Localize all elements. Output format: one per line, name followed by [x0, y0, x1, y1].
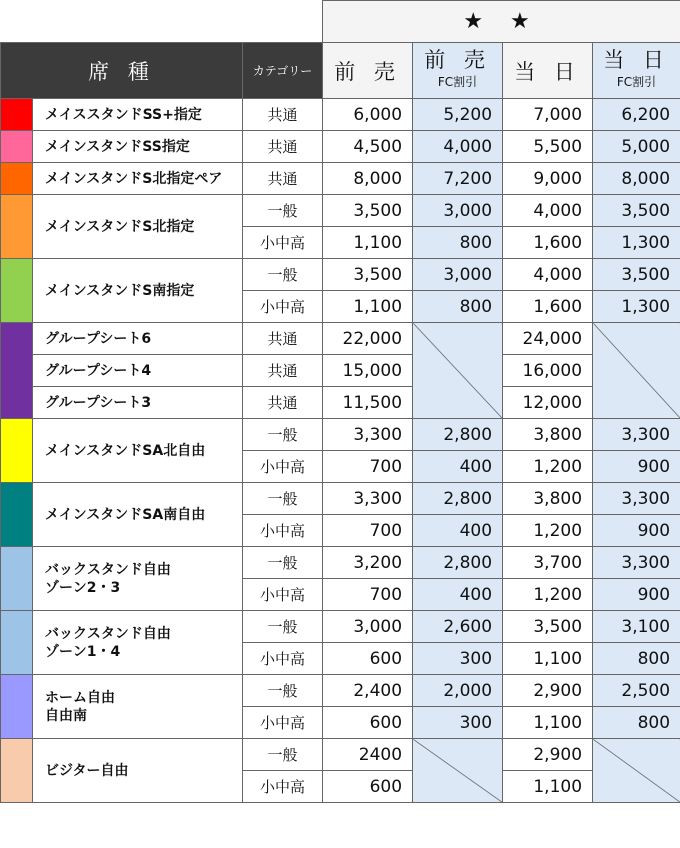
color-swatch — [1, 611, 33, 675]
not-applicable-cell — [413, 739, 503, 803]
category-cell: 小中高 — [243, 579, 323, 611]
seat-name-line1: バックスタンド自由 — [45, 561, 171, 578]
dayof-fc-price: 800 — [593, 707, 680, 739]
color-swatch — [1, 163, 33, 195]
dayof-price: 24,000 — [503, 323, 593, 355]
presale-fc-price: 2,800 — [413, 483, 503, 515]
dayof-price: 2,900 — [503, 675, 593, 707]
category-cell: 小中高 — [243, 771, 323, 803]
presale-fc-price: 300 — [413, 643, 503, 675]
seat-name: メインスタンドS南指定 — [33, 259, 243, 323]
dayof-fc-price: 2,500 — [593, 675, 680, 707]
dayof-fc-sub: FC割引 — [616, 74, 657, 89]
dayof-fc-price: 3,300 — [593, 483, 680, 515]
dayof-price: 1,600 — [503, 227, 593, 259]
table-row — [1, 547, 680, 579]
category-cell: 一般 — [243, 419, 323, 451]
dayof-price: 4,000 — [503, 259, 593, 291]
presale-price: 15,000 — [323, 355, 413, 387]
presale-fc-price: 300 — [413, 707, 503, 739]
dayof-price: 3,800 — [503, 483, 593, 515]
presale-fc-price: 800 — [413, 227, 503, 259]
category-cell: 共通 — [243, 163, 323, 195]
dayof-fc-price: 900 — [593, 451, 680, 483]
dayof-header: 当 日 — [503, 43, 593, 99]
presale-fc-price: 3,000 — [413, 259, 503, 291]
presale-price: 1,100 — [323, 291, 413, 323]
table-row — [1, 739, 680, 771]
presale-price: 600 — [323, 707, 413, 739]
presale-price: 700 — [323, 579, 413, 611]
header-blank — [1, 1, 323, 43]
dayof-fc-price: 3,500 — [593, 259, 680, 291]
dayof-fc-label: 当 日 — [603, 47, 670, 72]
presale-fc-price: 400 — [413, 579, 503, 611]
presale-fc-label: 前 売 — [424, 47, 491, 72]
dayof-fc-price: 1,300 — [593, 291, 680, 323]
dayof-fc-price: 3,300 — [593, 419, 680, 451]
seat-name — [33, 611, 243, 675]
not-applicable-cell — [413, 323, 503, 419]
seat-name: メイススタンドSS+指定 — [33, 99, 243, 131]
table-row — [1, 99, 680, 131]
presale-fc-price: 3,000 — [413, 195, 503, 227]
seat-name-line2: ゾーン1・4 — [45, 643, 121, 660]
dayof-fc-price: 3,300 — [593, 547, 680, 579]
seat-name: メインスタンドSA北自由 — [33, 419, 243, 483]
presale-price: 1,100 — [323, 227, 413, 259]
presale-price: 600 — [323, 771, 413, 803]
dayof-fc-price: 6,200 — [593, 99, 680, 131]
presale-fc-price: 2,800 — [413, 547, 503, 579]
color-swatch — [1, 99, 33, 131]
seat-name-line2: ゾーン2・3 — [45, 579, 121, 596]
presale-price: 700 — [323, 451, 413, 483]
not-applicable-cell — [593, 323, 680, 419]
seat-name — [33, 675, 243, 739]
dayof-fc-price: 8,000 — [593, 163, 680, 195]
category-cell: 一般 — [243, 195, 323, 227]
seat-type-header: 席 種 — [1, 43, 243, 99]
seat-name: メインスタンドS北指定 — [33, 195, 243, 259]
dayof-price: 1,100 — [503, 771, 593, 803]
dayof-fc-price: 900 — [593, 515, 680, 547]
table-row — [1, 195, 680, 227]
table-row — [1, 675, 680, 707]
category-cell: 共通 — [243, 99, 323, 131]
not-applicable-cell — [593, 739, 680, 803]
category-cell: 一般 — [243, 739, 323, 771]
dayof-fc-price: 1,300 — [593, 227, 680, 259]
dayof-price: 1,200 — [503, 515, 593, 547]
presale-price: 4,500 — [323, 131, 413, 163]
category-cell: 共通 — [243, 355, 323, 387]
dayof-price: 5,500 — [503, 131, 593, 163]
dayof-price: 1,200 — [503, 451, 593, 483]
seat-name: メインスタンドS北指定ペア — [33, 163, 243, 195]
seat-name: グループシート3 — [33, 387, 243, 419]
dayof-price: 1,100 — [503, 707, 593, 739]
category-cell: 一般 — [243, 611, 323, 643]
presale-price: 11,500 — [323, 387, 413, 419]
category-cell: 小中高 — [243, 707, 323, 739]
seat-name-line1: バックスタンド自由 — [45, 625, 171, 642]
table-row — [1, 483, 680, 515]
color-swatch — [1, 419, 33, 483]
presale-price: 3,300 — [323, 483, 413, 515]
category-cell: 一般 — [243, 675, 323, 707]
table-row — [1, 323, 680, 355]
presale-price: 3,500 — [323, 195, 413, 227]
presale-price: 600 — [323, 643, 413, 675]
dayof-price: 16,000 — [503, 355, 593, 387]
seat-name — [33, 547, 243, 611]
presale-fc-price: 4,000 — [413, 131, 503, 163]
presale-header: 前 売 — [323, 43, 413, 99]
seat-name-line2: 自由南 — [45, 707, 87, 724]
dayof-price: 7,000 — [503, 99, 593, 131]
dayof-price: 1,600 — [503, 291, 593, 323]
dayof-price: 12,000 — [503, 387, 593, 419]
table-row — [1, 163, 680, 195]
seat-name: メインスタンドSA南自由 — [33, 483, 243, 547]
color-swatch — [1, 739, 33, 803]
color-swatch — [1, 547, 33, 611]
table-row — [1, 387, 680, 419]
category-cell: 小中高 — [243, 515, 323, 547]
table-row — [1, 131, 680, 163]
color-swatch — [1, 259, 33, 323]
dayof-price: 3,800 — [503, 419, 593, 451]
dayof-price: 9,000 — [503, 163, 593, 195]
category-cell: 一般 — [243, 259, 323, 291]
table-row — [1, 611, 680, 643]
dayof-fc-price: 5,000 — [593, 131, 680, 163]
dayof-price: 3,700 — [503, 547, 593, 579]
color-swatch — [1, 195, 33, 259]
table-row — [1, 259, 680, 291]
dayof-price: 1,200 — [503, 579, 593, 611]
presale-fc-price: 5,200 — [413, 99, 503, 131]
color-swatch — [1, 483, 33, 547]
seat-name: ビジター自由 — [33, 739, 243, 803]
color-swatch — [1, 323, 33, 419]
presale-fc-header — [413, 43, 503, 99]
dayof-fc-price: 800 — [593, 643, 680, 675]
category-cell: 一般 — [243, 483, 323, 515]
seat-name: メインスタンドSS指定 — [33, 131, 243, 163]
presale-fc-price: 400 — [413, 451, 503, 483]
presale-price: 2,400 — [323, 675, 413, 707]
presale-fc-price: 400 — [413, 515, 503, 547]
presale-price: 700 — [323, 515, 413, 547]
presale-fc-price: 7,200 — [413, 163, 503, 195]
dayof-price: 3,500 — [503, 611, 593, 643]
table-row — [1, 355, 680, 387]
color-swatch — [1, 131, 33, 163]
dayof-fc-price: 3,100 — [593, 611, 680, 643]
presale-price: 3,300 — [323, 419, 413, 451]
category-cell: 共通 — [243, 387, 323, 419]
category-cell: 共通 — [243, 323, 323, 355]
presale-fc-sub: FC割引 — [437, 74, 478, 89]
dayof-fc-price: 3,500 — [593, 195, 680, 227]
category-cell: 小中高 — [243, 643, 323, 675]
presale-fc-price: 2,000 — [413, 675, 503, 707]
seat-name-line1: ホーム自由 — [45, 689, 115, 706]
rank-stars: ★ ★ — [323, 1, 680, 43]
color-swatch — [1, 675, 33, 739]
category-cell: 共通 — [243, 131, 323, 163]
presale-price: 22,000 — [323, 323, 413, 355]
dayof-fc-header — [593, 43, 680, 99]
presale-fc-price: 2,600 — [413, 611, 503, 643]
presale-price: 2400 — [323, 739, 413, 771]
category-cell: 小中高 — [243, 227, 323, 259]
presale-fc-price: 800 — [413, 291, 503, 323]
table-row — [1, 419, 680, 451]
category-cell: 小中高 — [243, 451, 323, 483]
presale-fc-price: 2,800 — [413, 419, 503, 451]
category-cell: 小中高 — [243, 291, 323, 323]
presale-price: 3,500 — [323, 259, 413, 291]
presale-price: 3,200 — [323, 547, 413, 579]
presale-price: 6,000 — [323, 99, 413, 131]
seat-name: グループシート4 — [33, 355, 243, 387]
category-header: カテゴリー — [243, 43, 323, 99]
dayof-price: 2,900 — [503, 739, 593, 771]
category-cell: 一般 — [243, 547, 323, 579]
dayof-fc-price: 900 — [593, 579, 680, 611]
dayof-price: 4,000 — [503, 195, 593, 227]
seat-name: グループシート6 — [33, 323, 243, 355]
dayof-price: 1,100 — [503, 643, 593, 675]
presale-price: 3,000 — [323, 611, 413, 643]
presale-price: 8,000 — [323, 163, 413, 195]
